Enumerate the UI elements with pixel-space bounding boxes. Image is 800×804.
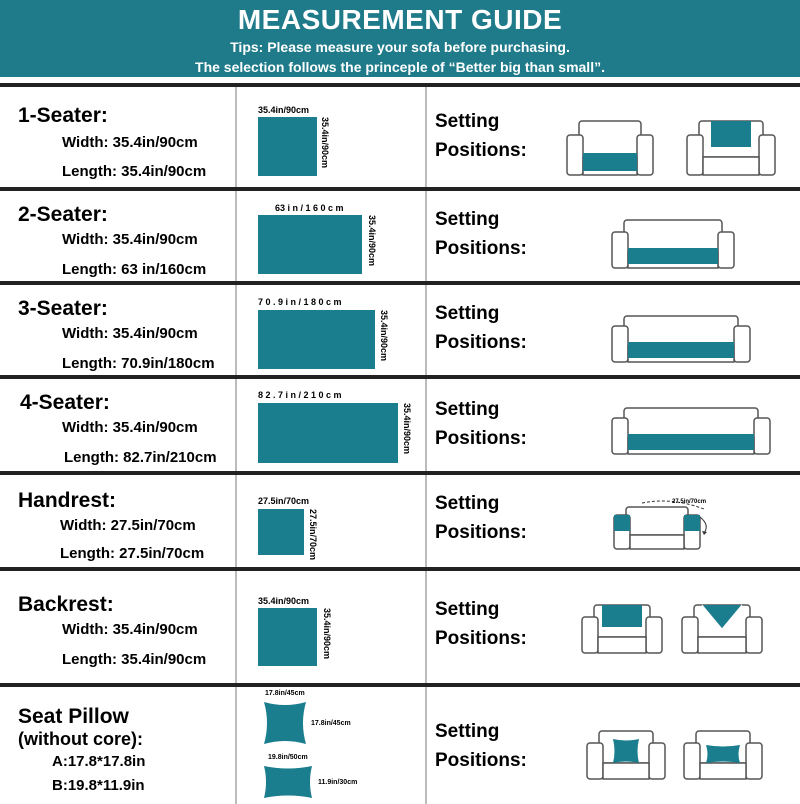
cover-swatch bbox=[258, 310, 375, 369]
header-banner bbox=[0, 0, 800, 77]
dim-side-label: 35.4in/90cm bbox=[320, 117, 330, 169]
setting-positions-label: Setting Positions: bbox=[435, 399, 527, 449]
size-b-label: B:19.8*11.9in bbox=[52, 777, 145, 794]
size-a-label: A:17.8*17.8in bbox=[52, 753, 146, 770]
divider bbox=[235, 475, 237, 567]
item-name: Handrest: bbox=[18, 489, 117, 512]
divider bbox=[235, 687, 237, 804]
item-name: Backrest: bbox=[18, 593, 114, 616]
divider bbox=[235, 571, 237, 683]
row-one-seater bbox=[0, 83, 800, 187]
pillow-b-side-label: 11.9in/30cm bbox=[318, 779, 358, 786]
cover-swatch bbox=[258, 215, 362, 274]
length-label: Length: 35.4in/90cm bbox=[62, 651, 207, 668]
tip-line-1: Tips: Please measure your sofa before purchasing. bbox=[230, 39, 570, 55]
length-label: Length: 82.7in/210cm bbox=[64, 449, 217, 466]
divider bbox=[235, 191, 237, 281]
item-name: 3-Seater: bbox=[18, 297, 108, 320]
width-label: Width: 35.4in/90cm bbox=[62, 231, 198, 248]
row-seat-pillow bbox=[0, 683, 800, 804]
width-label: Width: 35.4in/90cm bbox=[62, 621, 198, 638]
page-title: MEASUREMENT GUIDE bbox=[237, 4, 563, 35]
cover-swatch bbox=[258, 403, 398, 463]
sofa-icon-pillow-square bbox=[585, 727, 667, 783]
dim-side-label: 35.4in/90cm bbox=[379, 310, 389, 362]
divider bbox=[235, 285, 237, 375]
row-backrest bbox=[0, 567, 800, 683]
width-label: Width: 35.4in/90cm bbox=[62, 134, 198, 151]
pillow-b-top-label: 19.8in/50cm bbox=[268, 754, 308, 761]
sofa-icon-backrest bbox=[580, 601, 664, 657]
width-label: Width: 35.4in/90cm bbox=[62, 325, 198, 342]
setting-positions-label: Setting Positions: bbox=[435, 111, 527, 161]
sofa-icon-two-seater bbox=[610, 216, 736, 272]
item-name: Seat Pillow bbox=[18, 705, 129, 728]
length-label: Length: 35.4in/90cm bbox=[62, 163, 207, 180]
pillow-a-swatch bbox=[262, 700, 308, 746]
sofa-icon-seat-cover bbox=[565, 115, 655, 179]
divider bbox=[425, 571, 427, 683]
divider bbox=[425, 475, 427, 567]
pillow-a-top-label: 17.8in/45cm bbox=[265, 690, 305, 697]
setting-positions-label: Setting Positions: bbox=[435, 493, 527, 543]
dim-side-label: 35.4in/90cm bbox=[402, 403, 412, 455]
length-label: Length: 63 in/160cm bbox=[62, 261, 207, 278]
dim-top-label: 35.4in/90cm bbox=[258, 596, 310, 606]
sofa-icon-full-cover bbox=[685, 115, 777, 179]
dim-top-label: 35.4in/90cm bbox=[258, 105, 310, 115]
setting-positions-label: Setting Positions: bbox=[435, 599, 527, 649]
length-label: Length: 70.9in/180cm bbox=[62, 355, 215, 372]
sofa-icon-three-seater bbox=[610, 312, 752, 366]
length-label: Length: 27.5in/70cm bbox=[60, 545, 205, 562]
dim-top-label: 63 i n / 1 6 0 c m bbox=[275, 203, 344, 213]
divider bbox=[425, 285, 427, 375]
sofa-icon-pillow-rect bbox=[682, 727, 764, 783]
item-name: 4-Seater: bbox=[20, 391, 110, 414]
divider bbox=[425, 379, 427, 471]
item-subname: (without core): bbox=[18, 729, 143, 749]
tip-line-2: The selection follows the princeple of “Better big than small”. bbox=[195, 59, 605, 75]
item-name: 2-Seater: bbox=[18, 203, 108, 226]
cover-swatch bbox=[258, 117, 317, 176]
sofa-icon-four-seater bbox=[610, 404, 772, 458]
divider bbox=[425, 87, 427, 187]
sofa-icon-backrest-draped bbox=[680, 601, 764, 657]
pillow-b-swatch bbox=[262, 764, 314, 800]
arrow-label: 27.5in/70cm bbox=[672, 499, 707, 505]
divider bbox=[235, 379, 237, 471]
row-three-seater bbox=[0, 281, 800, 375]
row-handrest bbox=[0, 471, 800, 567]
setting-positions-label: Setting Positions: bbox=[435, 303, 527, 353]
item-name: 1-Seater: bbox=[18, 104, 108, 127]
setting-positions-label: Setting Positions: bbox=[435, 721, 527, 771]
cover-swatch bbox=[258, 608, 317, 666]
dim-top-label: 7 0 . 9 i n / 1 8 0 c m bbox=[258, 297, 342, 307]
cover-swatch bbox=[258, 509, 304, 555]
divider bbox=[425, 191, 427, 281]
divider bbox=[235, 87, 237, 187]
width-label: Width: 35.4in/90cm bbox=[62, 419, 198, 436]
dim-side-label: 35.4in/90cm bbox=[367, 215, 377, 267]
dim-top-label: 27.5in/70cm bbox=[258, 496, 310, 506]
width-label: Width: 27.5in/70cm bbox=[60, 517, 196, 534]
setting-positions-label: Setting Positions: bbox=[435, 209, 527, 259]
dim-side-label: 27.5in/70cm bbox=[308, 509, 318, 561]
row-two-seater bbox=[0, 187, 800, 281]
row-four-seater bbox=[0, 375, 800, 471]
dim-side-label: 35.4in/90cm bbox=[322, 608, 332, 660]
divider bbox=[425, 687, 427, 804]
pillow-a-side-label: 17.8in/45cm bbox=[311, 720, 351, 727]
dim-top-label: 8 2 . 7 i n / 2 1 0 c m bbox=[258, 390, 342, 400]
